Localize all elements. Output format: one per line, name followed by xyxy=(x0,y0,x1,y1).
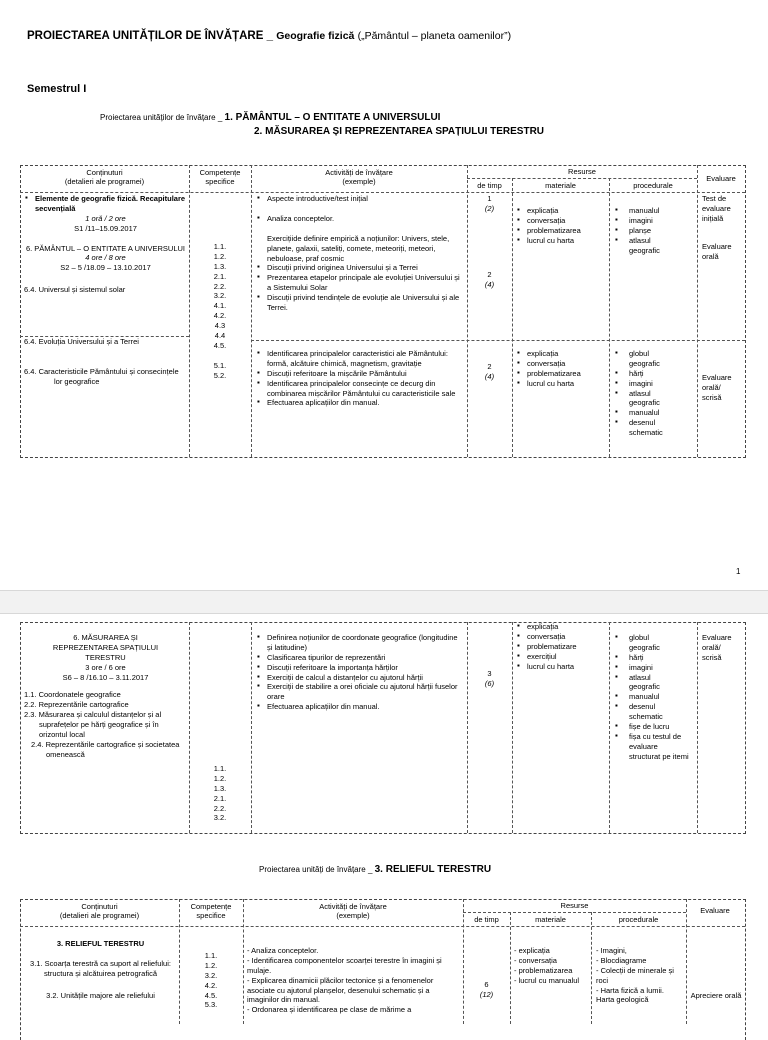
content-item: 6.4. Caracteristicile Pământului și consecințele lor geografice xyxy=(24,366,179,386)
materials-cell xyxy=(516,349,608,389)
header-procedurale: procedurale xyxy=(618,915,659,924)
competence: 3.2. xyxy=(204,970,218,980)
week-range: S2 – 5 /18.09 – 13.10.2017 xyxy=(60,263,151,273)
unit-name: 3. RELIEFUL TERESTRU xyxy=(56,939,145,948)
evaluation-value: Evaluare orală xyxy=(702,241,732,261)
procedural-item: ▪ atlasul geografic xyxy=(614,389,673,409)
procedural-item: - Harta fizică a lumii. Harta geologică xyxy=(596,985,664,1005)
competence: 5.1. xyxy=(213,360,227,370)
header-timp: de timp xyxy=(474,915,499,924)
evaluation-value: Test de evaluare inițială xyxy=(702,194,731,223)
activity-item: ▪ Efectuarea aplicațiilor din manual. xyxy=(256,702,465,712)
content-cell xyxy=(24,194,187,295)
competence: 4.2. xyxy=(213,311,227,321)
time-cell xyxy=(467,194,512,290)
procedural-item: ▪ fișe de lucru xyxy=(614,722,696,732)
activity-item: Exercițiide definire empirică a noțiunilor: Univers, stele, planete, galaxii, sateliți, comete, meteoriți, meteori, nebuloase, praf cosmic xyxy=(267,233,450,263)
material-item: ▪ conversația xyxy=(516,359,608,369)
procedural-item: ▪ hărți xyxy=(614,369,696,379)
procedural-item: - Colecții de minerale și roci xyxy=(596,965,674,985)
time-value: (6) xyxy=(484,678,495,688)
header-evaluare: Evaluare xyxy=(706,174,736,183)
header-procedurale: procedurale xyxy=(633,181,673,190)
procedural-item: ▪ manualul xyxy=(614,206,696,216)
header-materiale: materiale xyxy=(545,181,576,190)
duration: 3 ore / 6 ore xyxy=(85,662,126,672)
competence: 1.2. xyxy=(213,251,227,261)
semester-heading: Semestrul I xyxy=(27,83,87,95)
unit-name: 6. PĂMÂNTUL – O ENTITATE A UNIVERSULUI xyxy=(25,243,186,253)
time-value: 3 xyxy=(487,669,492,678)
procedural-cell xyxy=(614,206,696,255)
time-value: (12) xyxy=(479,989,494,999)
procedural-item: ▪ planșe xyxy=(614,226,696,236)
competences-cell xyxy=(179,951,243,1010)
material-item: - lucrul cu manualul xyxy=(514,975,580,985)
time-cell xyxy=(463,980,510,1000)
header-activitati: Activități de învățare (exemple) xyxy=(319,902,387,921)
procedural-item: ▪ manualul xyxy=(614,408,696,418)
activity-item: ▪ Definirea noțiunilor de coordonate geografice (longitudine și latitudine) xyxy=(256,633,465,653)
header-resurse: Resurse xyxy=(568,167,596,176)
evaluation-cell xyxy=(702,633,742,663)
competence: 4.5. xyxy=(204,990,218,1000)
competence: 4.5. xyxy=(213,340,227,350)
content-item: 3.1. Scoarța terestră ca suport al reliefului: structura și alcătuirea petrografică xyxy=(30,958,171,978)
material-item: - conversația xyxy=(514,955,557,965)
procedural-item: - Imagini, xyxy=(596,946,627,955)
content-item: 2.3. Măsurarea și calculul distanțelor și al suprafețelor pe hărți geografice și în orizontul local xyxy=(24,710,162,740)
materials-cell xyxy=(514,946,590,986)
header-evaluare: Evaluare xyxy=(700,906,730,915)
page-number: 1 xyxy=(736,567,741,576)
competence: 1.1. xyxy=(204,951,218,960)
time-value: 6 xyxy=(484,980,489,989)
procedural-item: ▪ imagini xyxy=(614,663,696,673)
unit-heading-1 xyxy=(100,112,440,123)
evaluation-cell xyxy=(702,373,742,403)
competence: 5.2. xyxy=(213,370,227,380)
header-competente: Competențe specifice xyxy=(190,902,232,921)
procedural-cell xyxy=(614,349,696,438)
activity-item: ▪ Aspecte introductive/test inițial xyxy=(256,194,465,204)
unit-heading-title-2: 2. MĂSURAREA ȘI REPREZENTAREA SPAȚIULUI TERESTRU xyxy=(254,126,545,137)
competence: 1.1. xyxy=(213,764,227,773)
procedural-cell xyxy=(596,946,684,1005)
document-title-main: PROIECTAREA UNITĂȚILOR DE ÎNVĂȚARE xyxy=(27,30,264,42)
activities-cell xyxy=(247,946,461,1015)
activity-item: ▪ Discuții privind originea Universului și a Terrei xyxy=(256,263,465,273)
material-item: ▪ explicația xyxy=(516,349,608,359)
unit-name: 6. MĂSURAREA ȘI REPREZENTAREA SPAȚIULUI TERESTRU xyxy=(52,633,159,662)
activity-item: ▪ Analiza conceptelor. xyxy=(256,214,465,224)
unit-heading-prefix: Proiectarea unități de învățare _ xyxy=(259,865,375,874)
evaluation-cell xyxy=(690,991,742,1001)
unit-heading-title-1: 1. PĂMÂNTUL – O ENTITATE A UNIVERSULUI xyxy=(224,112,441,123)
week-range: S1 /11–15.09.2017 xyxy=(74,223,137,233)
activity-item: - Ordonarea și identificarea pe clase de mărime a xyxy=(247,1005,412,1015)
competence: 5.3. xyxy=(204,1000,218,1010)
content-cell xyxy=(24,337,187,387)
competence: 4.2. xyxy=(204,980,218,990)
competence: 1.3. xyxy=(213,783,227,793)
competence: 3.2. xyxy=(213,813,227,823)
week-range: S6 – 8 /16.10 – 3.11.2017 xyxy=(62,672,149,682)
time-value: 2 xyxy=(487,362,492,371)
material-item: ▪ exercițiul xyxy=(516,652,608,662)
competences-cell xyxy=(189,242,251,381)
activity-item: ▪ Prezentarea etapelor principale ale evoluției Universului și a Sistemului Solar xyxy=(256,273,465,293)
material-item: ▪ explicația xyxy=(516,622,608,632)
material-item: ▪ conversația xyxy=(516,632,608,642)
header-continut: Conținuturi (detalieri ale programei) xyxy=(64,168,145,187)
evaluation-value: Evaluare orală/ scrisă xyxy=(702,633,732,662)
competence: 4.3 xyxy=(214,321,226,331)
procedural-item: ▪ atlasul geografic xyxy=(614,673,673,693)
material-item: ▪ problematizarea xyxy=(516,369,608,379)
title-separator: _ xyxy=(263,30,277,42)
competence: 2.1. xyxy=(213,793,227,803)
time-value: (4) xyxy=(484,279,495,289)
content-item: 2.2. Reprezentările cartografice xyxy=(24,700,129,710)
material-item: ▪ lucrul cu harta xyxy=(516,662,608,672)
content-item: 6.4. Evoluția Universului și a Terrei xyxy=(24,337,139,346)
activity-item: - Identificarea componentelor scoarței terestre în imagini și mulaje. xyxy=(247,955,442,975)
competence: 1.1. xyxy=(213,242,227,251)
content-item: ▪ Elemente de geografie fizică. Recapitulare secvențială xyxy=(24,194,187,214)
duration: 4 ore / 8 ore xyxy=(85,253,126,263)
material-item: - problematizarea xyxy=(514,965,573,975)
content-item: 6.4. Universul și sistemul solar xyxy=(24,285,126,295)
activity-item: - Analiza conceptelor. xyxy=(247,946,319,955)
time-value: (2) xyxy=(484,203,495,213)
content-item: 3.2. Unitățile majore ale reliefului xyxy=(46,990,155,1000)
unit-heading-3 xyxy=(259,864,491,875)
materials-cell xyxy=(516,206,608,246)
activity-item: - Explicarea dinamicii plăcilor tectonice și a fenomenelor asociate cu ajutorul planșelor, desenului schematic și a imaginilor din manual. xyxy=(247,975,434,1005)
competence: 3.2. xyxy=(213,291,227,301)
procedural-item: ▪ desenul schematic xyxy=(614,702,679,722)
procedural-item: ▪ imagini xyxy=(614,379,696,389)
procedural-item: ▪ hărți xyxy=(614,653,696,663)
document-subject: Geografie fizică xyxy=(276,30,355,42)
content-cell xyxy=(24,939,177,1001)
activity-item: ▪ Exerciții de calcul a distanțelor cu ajutorul hărții xyxy=(256,673,465,683)
activities-cell xyxy=(256,633,465,712)
material-item: ▪ conversația xyxy=(516,216,608,226)
time-value: 1 xyxy=(487,194,492,203)
material-item: ▪ lucrul cu harta xyxy=(516,379,608,389)
time-cell xyxy=(467,362,512,382)
header-materiale: materiale xyxy=(535,915,566,924)
content-item: 2.4. Reprezentările cartografice și societatea omenească xyxy=(31,739,180,759)
activities-cell xyxy=(256,349,465,408)
header-continut: Conținuturi (detalieri ale programei) xyxy=(59,902,140,921)
procedural-item: ▪ imagini xyxy=(614,216,696,226)
header-resurse: Resurse xyxy=(560,901,589,910)
competence: 1.3. xyxy=(213,261,227,271)
time-cell xyxy=(467,669,512,689)
activity-item: ▪ Discuții referitoare la mișcările Pământului xyxy=(256,369,465,379)
page-separator xyxy=(0,590,768,614)
evaluation-value: Apreciere orală xyxy=(690,991,742,1000)
content-item: 1.1. Coordonatele geografice xyxy=(24,690,121,700)
competences-cell xyxy=(189,764,251,823)
activity-item: ▪ Clasificarea tipurilor de reprezentări xyxy=(256,653,465,663)
evaluation-value: Evaluare orală/ scrisă xyxy=(702,373,732,402)
procedural-item: ▪ globul geografic xyxy=(614,633,673,653)
procedural-item: ▪ atlasul geografic xyxy=(614,236,673,256)
competence: 4.4 xyxy=(214,331,226,341)
competence: 1.2. xyxy=(213,773,227,783)
competence: 2.2. xyxy=(213,281,227,291)
materials-cell xyxy=(516,622,608,671)
unit-heading-title-3: 3. RELIEFUL TERESTRU xyxy=(374,864,492,875)
unit-heading-prefix: Proiectarea unităților de învățare _ xyxy=(100,113,225,122)
header-timp: de timp xyxy=(477,181,502,190)
activity-item: ▪ Exerciții de stabilire a orei oficiale cu ajutorul hărții fuselor orare xyxy=(256,682,465,702)
competence: 2.1. xyxy=(213,271,227,281)
procedural-item: - Blocdiagrame xyxy=(596,955,647,965)
material-item: ▪ lucrul cu harta xyxy=(516,236,608,246)
document-subtitle: („Pământul – planeta oamenilor”) xyxy=(357,30,512,42)
procedural-item: ▪ globul geografic xyxy=(614,349,673,369)
procedural-cell xyxy=(614,633,696,762)
document-title xyxy=(27,30,511,42)
material-item: ▪ problematizarea xyxy=(516,226,608,236)
competence: 2.2. xyxy=(213,803,227,813)
activity-item: ▪ Discuții referitoare la importanța hărților xyxy=(256,663,465,673)
competence: 4.1. xyxy=(213,301,227,311)
duration: 1 oră / 2 ore xyxy=(85,213,126,223)
header-competente: Competențe specifice xyxy=(199,168,241,187)
evaluation-cell xyxy=(702,194,742,261)
procedural-item: ▪ desenul schematic xyxy=(614,418,679,438)
time-value: (4) xyxy=(484,371,495,381)
competence: 1.2. xyxy=(204,960,218,970)
procedural-item: ▪ fișa cu testul de evaluare structurat pe itemi xyxy=(614,732,691,762)
material-item: ▪ explicația xyxy=(516,206,608,216)
activity-item: ▪ Discuții privind tendințele de evoluție ale Universului și ale Terrei. xyxy=(256,293,465,313)
material-item: - explicația xyxy=(514,946,550,955)
content-cell xyxy=(24,633,187,760)
activities-cell xyxy=(256,194,465,313)
header-activitati: Activități de învățare (exemple) xyxy=(325,168,393,187)
procedural-item: ▪ manualul xyxy=(614,692,696,702)
activity-item: ▪ Identificarea principalelor caracteristici ale Pământului: formă, alcătuire chimică, magnetism, gravitație xyxy=(256,349,465,369)
material-item: ▪ problematizare xyxy=(516,642,608,652)
time-value: 2 xyxy=(487,269,492,279)
activity-item: ▪ Identificarea principalelor consecințe ce decurg din combinarea mișcărilor Pământului cu caracteristicile sale xyxy=(256,379,465,399)
activity-item: ▪ Efectuarea aplicațiilor din manual. xyxy=(256,398,465,408)
